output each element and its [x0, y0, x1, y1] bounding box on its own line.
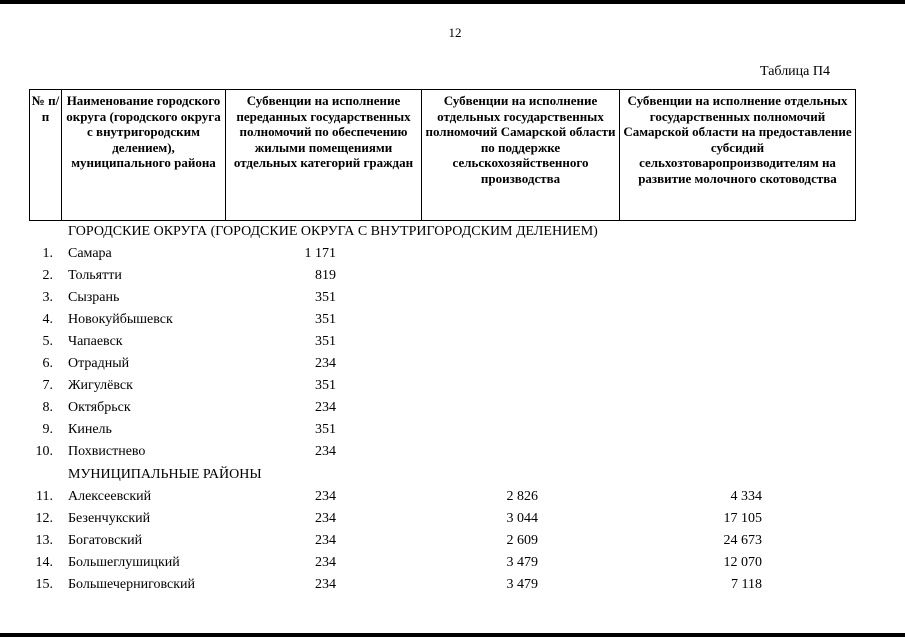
table-row	[0, 290, 905, 310]
bottom-border	[0, 633, 905, 637]
section-title-municipal-districts: МУНИЦИПАЛЬНЫЕ РАЙОНЫ	[68, 467, 262, 482]
table-row	[0, 400, 905, 420]
table-row	[0, 555, 905, 575]
row-number: 11.	[36, 489, 53, 504]
row-number: 9.	[42, 422, 53, 437]
row-name: Безенчукский	[68, 511, 151, 526]
row-value-housing: 234	[315, 444, 336, 459]
row-value-dairy: 4 334	[730, 489, 762, 504]
header-col-agriculture-subvention: Субвенции на исполнение отдельных государственных полномочий Самарской области по поддержке сельскохозяйственного производства	[422, 90, 620, 220]
row-value-dairy: 7 118	[731, 577, 762, 592]
table-row	[0, 577, 905, 597]
row-number: 4.	[42, 312, 53, 327]
row-value-housing: 234	[315, 555, 336, 570]
row-value-dairy: 17 105	[723, 511, 762, 526]
row-name: Похвистнево	[68, 444, 146, 459]
row-name: Октябрьск	[68, 400, 131, 415]
row-number: 8.	[42, 400, 53, 415]
table-row	[0, 312, 905, 332]
row-number: 15.	[35, 577, 53, 592]
row-value-housing: 234	[315, 511, 336, 526]
row-value-agriculture: 3 479	[506, 577, 538, 592]
row-value-dairy: 24 673	[723, 533, 762, 548]
row-number: 3.	[42, 290, 53, 305]
row-name: Большечерниговский	[68, 577, 196, 592]
row-name: Алексеевский	[68, 489, 152, 504]
table-row	[0, 511, 905, 531]
table-row	[0, 378, 905, 398]
row-value-dairy: 12 070	[723, 555, 762, 570]
header-col-name: Наименование городского округа (городского округа с внутригородским делением), муниципального района	[62, 90, 226, 220]
row-name: Чапаевск	[68, 334, 123, 349]
row-number: 1.	[42, 246, 53, 261]
row-value-housing: 234	[315, 533, 336, 548]
row-number: 5.	[42, 334, 53, 349]
row-value-housing: 351	[315, 422, 336, 437]
row-name: Жигулёвск	[68, 378, 133, 393]
row-name: Тольятти	[68, 268, 122, 283]
row-value-agriculture: 2 826	[506, 489, 538, 504]
table-row	[0, 334, 905, 354]
row-value-housing: 351	[315, 290, 336, 305]
header-col-number: № п/п	[30, 90, 62, 220]
row-number: 10.	[35, 444, 53, 459]
table-row	[0, 533, 905, 553]
row-value-housing: 234	[315, 489, 336, 504]
row-name: Новокуйбышевск	[68, 312, 173, 327]
table-row	[0, 444, 905, 464]
row-number: 7.	[42, 378, 53, 393]
table-row	[0, 356, 905, 376]
row-value-housing: 234	[315, 577, 336, 592]
row-value-housing: 351	[315, 334, 336, 349]
top-border	[0, 0, 905, 4]
table-header	[29, 89, 856, 221]
row-number: 14.	[35, 555, 53, 570]
row-name: Сызрань	[68, 290, 120, 305]
row-number: 12.	[35, 511, 53, 526]
table-row	[0, 246, 905, 266]
row-name: Отрадный	[68, 356, 130, 371]
row-number: 6.	[42, 356, 53, 371]
row-value-housing: 234	[315, 356, 336, 371]
row-name: Самара	[68, 246, 112, 261]
row-number: 2.	[42, 268, 53, 283]
row-name: Большеглушицкий	[68, 555, 180, 570]
row-value-agriculture: 2 609	[506, 533, 538, 548]
row-value-housing: 234	[315, 400, 336, 415]
table-row	[0, 422, 905, 442]
row-value-agriculture: 3 479	[506, 555, 538, 570]
section-title-city-districts: ГОРОДСКИЕ ОКРУГА (ГОРОДСКИЕ ОКРУГА С ВНУТРИГОРОДСКИМ ДЕЛЕНИЕМ)	[68, 224, 598, 239]
table-row	[0, 268, 905, 288]
row-value-housing: 351	[315, 312, 336, 327]
header-col-dairy-subvention: Субвенции на исполнение отдельных государственных полномочий Самарской области на предоставление субсидий сельхозтоваропроизводителям на развитие молочного скотоводства	[623, 93, 852, 186]
table-row	[0, 489, 905, 509]
row-name: Кинель	[68, 422, 112, 437]
row-number: 13.	[35, 533, 53, 548]
header-col-housing-subvention: Субвенции на исполнение переданных государственных полномочий по обеспечению жилыми помещениями отдельных категорий граждан	[226, 90, 422, 220]
page-number: 12	[448, 25, 462, 40]
row-name: Богатовский	[68, 533, 143, 548]
row-value-housing: 1 171	[304, 246, 336, 261]
table-label: Таблица П4	[760, 64, 830, 79]
row-value-agriculture: 3 044	[506, 511, 538, 526]
row-value-housing: 351	[315, 378, 336, 393]
row-value-housing: 819	[315, 268, 336, 283]
